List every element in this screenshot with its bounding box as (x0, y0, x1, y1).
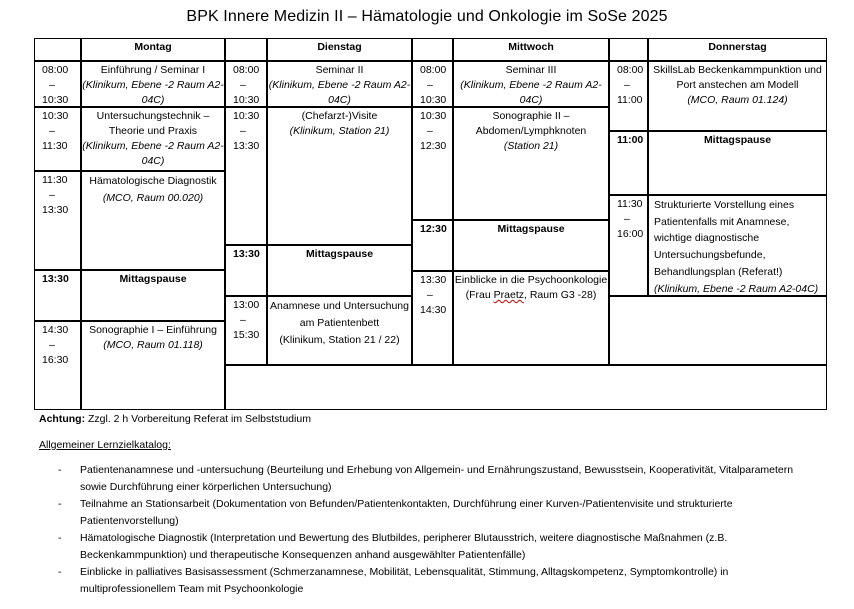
list-item: - Teilnahme an Stationsarbeit (Dokumentation von Befunden/Patientenkontakten, Durchführung einer Kurven-/Patientenvisite und strukturierte Patientenvorstellung) (58, 496, 818, 530)
tue-lunch-time: 13:30 (225, 245, 267, 296)
header-wednesday: Mittwoch (453, 38, 609, 61)
mon-slot-3-event: Hämatologische Diagnostik (MCO, Raum 00.020) (81, 171, 225, 270)
wed-slot-4-event: Einblicke in die Psychoonkologie (Frau Praetz, Raum G3 -28) (453, 271, 609, 365)
wed-lunch-event: Mittagspause (453, 220, 609, 271)
header-empty-thu (609, 38, 648, 61)
list-item: - Einblicke in palliatives Basisassessment (Schmerzanamnese, Mobilität, Lebensqualität, Stimmung, Alltagskompetenz, Symptomkontrolle) in multiprofessionellem Team mit Psychoonkologie (58, 564, 818, 598)
wed-slot-1-event: Seminar III (Klinikum, Ebene -2 Raum A2-04C) (453, 61, 609, 107)
empty-bottom-row (225, 365, 827, 410)
tue-slot-2-time: 10:30 – 13:30 (225, 107, 267, 245)
header-empty-mon (34, 38, 81, 61)
note: Achtung: Zzgl. 2 h Vorbereitung Referat im Selbststudium (39, 413, 311, 425)
tue-slot-4-event: Anamnese und Untersuchung am Patientenbett (Klinikum, Station 21 / 22) (267, 296, 412, 365)
tue-slot-1-time: 08:00 – 10:30 (225, 61, 267, 107)
thu-lunch-time: 11:00 (609, 131, 648, 195)
header-empty-wed (412, 38, 453, 61)
list-item: - Hämatologische Diagnostik (Interpretation und Bewertung des Blutbildes, peripherer Blutausstrich, weitere diagnostische Maßnahmen (z.B. Beckenkammpunktion) und therapeutische Konsequenzen anhand ausgewählter Patientenfälle) (58, 530, 818, 564)
header-empty-tue (225, 38, 267, 61)
mon-slot-2-event: Untersuchungstechnik – Theorie und Praxis (Klinikum, Ebene -2 Raum A2-04C) (81, 107, 225, 171)
wed-lunch-time: 12:30 (412, 220, 453, 271)
thu-empty-lower (609, 296, 827, 365)
mon-slot-5-event: Sonographie I – Einführung (MCO, Raum 01.118) (81, 321, 225, 410)
header-tuesday: Dienstag (267, 38, 412, 61)
mon-lunch-time: 13:30 (34, 270, 81, 321)
tue-slot-1-event: Seminar II (Klinikum, Ebene -2 Raum A2-04C) (267, 61, 412, 107)
wed-slot-4-time: 13:30 – 14:30 (412, 271, 453, 365)
objectives-list (58, 462, 818, 598)
thu-slot-3-event: Strukturierte Vorstellung eines Patientenfalls mit Anamnese, wichtige diagnostische Untersuchungsbefunde, Behandlungsplan (Referat!) (Klinikum, Ebene -2 Raum A2-04C) (648, 195, 827, 296)
header-monday: Montag (81, 38, 225, 61)
thu-slot-1-time: 08:00 – 11:00 (609, 61, 648, 131)
mon-slot-1-time: 08:00 – 10:30 (34, 61, 81, 107)
thu-slot-1-event: SkillsLab Beckenkammpunktion und Port anstechen am Modell (MCO, Raum 01.124) (648, 61, 827, 131)
wed-slot-2-event: Sonographie II – Abdomen/Lymphknoten (Station 21) (453, 107, 609, 220)
wed-slot-1-time: 08:00 – 10:30 (412, 61, 453, 107)
mon-slot-1-event: Einführung / Seminar I (Klinikum, Ebene -2 Raum A2-04C) (81, 61, 225, 107)
mon-slot-5-time: 14:30 – 16:30 (34, 321, 81, 410)
tue-lunch-event: Mittagspause (267, 245, 412, 296)
tue-slot-4-time: 13:00 – 15:30 (225, 296, 267, 365)
catalog-heading: Allgemeiner Lernzielkatalog: (39, 439, 171, 451)
list-item: - Patientenanamnese und -untersuchung (Beurteilung und Erhebung von Allgemein- und Ernährungszustand, Bewusstsein, Kooperativität, Vitalparametern sowie Durchführung einer körperlichen Untersuchung) (58, 462, 818, 496)
header-thursday: Donnerstag (648, 38, 827, 61)
thu-slot-3-time: 11:30 – 16:00 (609, 195, 648, 296)
mon-slot-3-time: 11:30 – 13:30 (34, 171, 81, 270)
document-title: BPK Innere Medizin II – Hämatologie und Onkologie im SoSe 2025 (186, 8, 668, 25)
wed-slot-2-time: 10:30 – 12:30 (412, 107, 453, 220)
mon-slot-2-time: 10:30 – 11:30 (34, 107, 81, 171)
tue-slot-2-event: (Chefarzt-)Visite (Klinikum, Station 21) (267, 107, 412, 245)
mon-lunch-event: Mittagspause (81, 270, 225, 321)
thu-lunch-event: Mittagspause (648, 131, 827, 195)
